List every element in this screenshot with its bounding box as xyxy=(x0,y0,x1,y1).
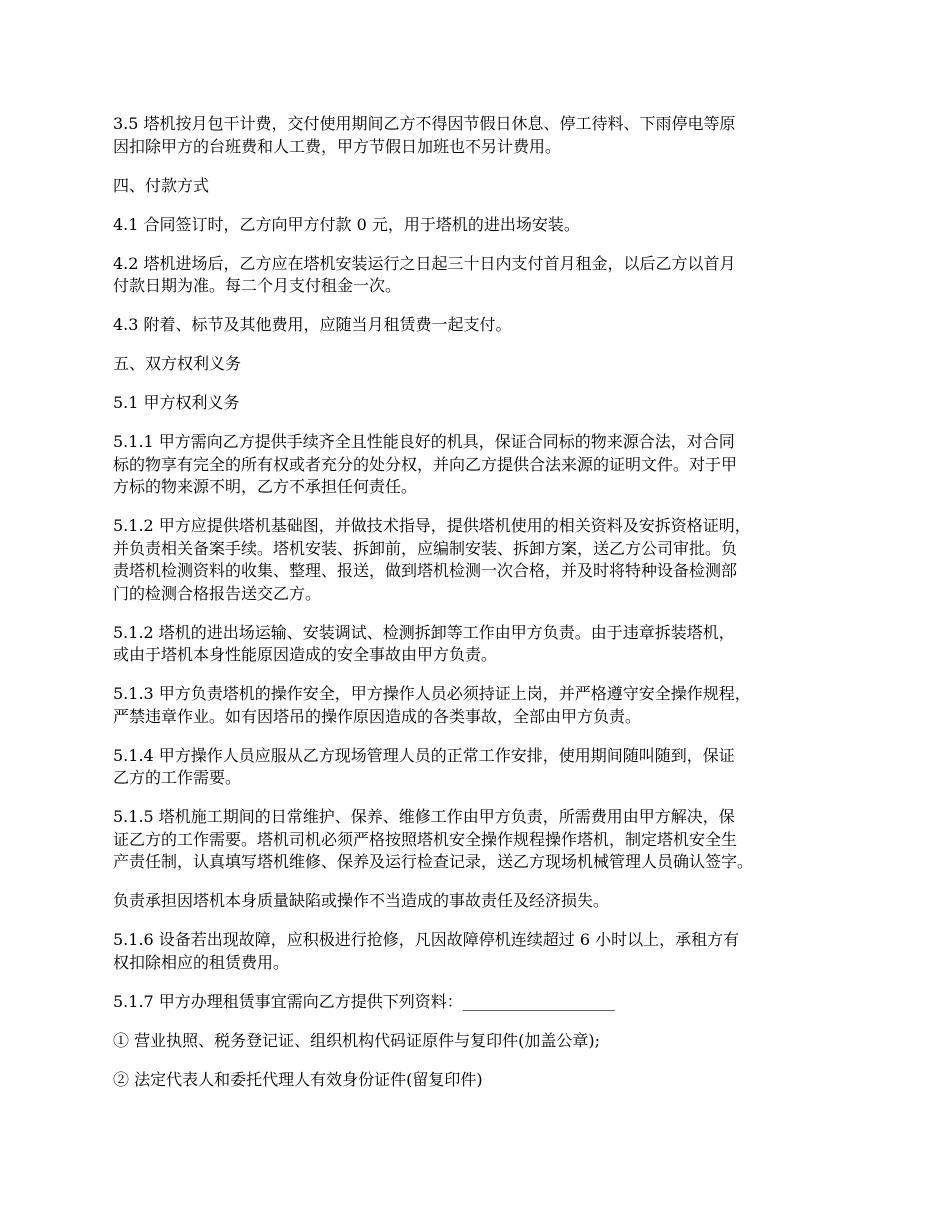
clause-5-1-2-a: 5.1.2 甲方应提供塔机基础图，并做技术指导，提供塔机使用的相关资料及安拆资格证明， 并负责相关备案手续。塔机安装、拆卸前，应编制安装、拆卸方案，送乙方公司审批。负 责塔机检测资料的收集、整理、报送，做到塔机检测一次合格，并及时将特种设备检测部 门的检测合格报告送交乙方。 xyxy=(113,516,751,603)
liability-paragraph: 负责承担因塔机本身质量缺陷或操作不当造成的事故责任及经济损失。 xyxy=(113,891,610,910)
clause-4-3: 4.3 附着、标节及其他费用，应随当月租赁费一起支付。 xyxy=(113,315,512,334)
clause-5-1-3: 5.1.3 甲方负责塔机的操作安全，甲方操作人员必须持证上岗，并严格遵守安全操作规程， 严禁违章作业。如有因塔吊的操作原因造成的各类事故，全部由甲方负责。 xyxy=(113,684,751,726)
clause-5-1-6: 5.1.6 设备若出现故障，应积极进行抢修，凡因故障停机连续超过 6 小时以上，承租方有 权扣除相应的租赁费用。 xyxy=(113,930,740,972)
document-page xyxy=(113,113,853,1108)
clause-4-2: 4.2 塔机进场后，乙方应在塔机安装运行之日起三十日内支付首月租金，以后乙方以首月 付款日期为准。每二个月支付租金一次。 xyxy=(113,253,736,295)
clause-5-1-7: 5.1.7 甲方办理租赁事宜需向乙方提供下列资料：___________________ xyxy=(113,991,615,1011)
list-item-1: ① 营业执照、税务登记证、组织机构代码证原件与复印件(加盖公章); xyxy=(113,1030,600,1050)
clause-5-1-2-b: 5.1.2 塔机的进出场运输、安装调试、检测拆卸等工作由甲方负责。由于违章拆装塔机， 或由于塔机本身性能原因造成的安全事故由甲方负责。 xyxy=(113,622,735,664)
clause-5-1: 5.1 甲方权利义务 xyxy=(113,393,240,412)
clause-3-5: 3.5 塔机按月包干计费，交付使用期间乙方不得因节假日休息、停工待料、下雨停电等原 因扣除甲方的台班费和人工费，甲方节假日加班也不另计费用。 xyxy=(113,114,736,156)
clause-5-1-4: 5.1.4 甲方操作人员应服从乙方现场管理人员的正常工作安排，使用期间随叫随到，保证 乙方的工作需要。 xyxy=(113,745,735,787)
section-heading-payment: 四、付款方式 xyxy=(113,175,210,195)
clause-5-1-1: 5.1.1 甲方需向乙方提供手续齐全且性能良好的机具，保证合同标的物来源合法，对合同 标的物享有完全的所有权或者充分的处分权，并向乙方提供合法来源的证明文件。对于甲 方标的物来源不明，乙方不承担任何责任。 xyxy=(113,432,738,496)
clause-4-1: 4.1 合同签订时，乙方向甲方付款 0 元，用于塔机的进出场安装。 xyxy=(113,214,580,234)
list-item-2: ② 法定代表人和委托代理人有效身份证件(留复印件) xyxy=(113,1069,483,1089)
section-heading-rights-obligations: 五、双方权利义务 xyxy=(113,354,242,373)
clause-5-1-5: 5.1.5 塔机施工期间的日常维护、保养、维修工作由甲方负责，所需费用由甲方解决，保 证乙方的工作需要。塔机司机必须严格按照塔机安全操作规程操作塔机，制定塔机安全生 产责任制，认真填写塔机维修、保养及运行检查记录，送乙方现场机械管理人员确认签字。 xyxy=(113,807,754,871)
